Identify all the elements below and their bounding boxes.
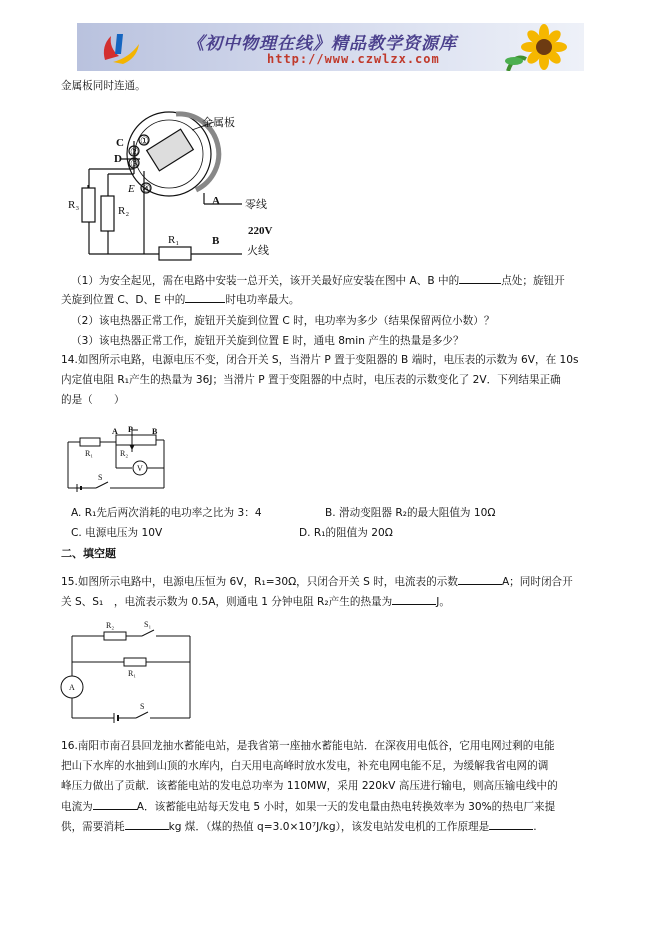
logo-icon bbox=[99, 28, 145, 66]
q13-blank-1[interactable] bbox=[459, 272, 501, 284]
header-banner bbox=[77, 23, 584, 71]
rotary-switch-circuit-diagram bbox=[64, 104, 294, 264]
intro-text: 金属板同时连通。 bbox=[61, 80, 146, 92]
q14-line2: 内定值电阻 R₁产生的热量为 36J；当滑片 P 置于变阻器的中点时，电压表的示数变化了 2V．下列结果正确 bbox=[61, 374, 561, 386]
label-r2: R₂ bbox=[118, 205, 130, 217]
q13-part3: （3）该电热器正常工作，旋钮开关旋到位置 E 时，通电 8min 产生的热量是多少？ bbox=[71, 335, 464, 347]
q14-line1: 14.如图所示电路，电源电压不变，闭合开关 S，当滑片 P 置于变阻器的 B 端时，电压表的示数为 6V，在 10s bbox=[61, 354, 579, 366]
terminal-2: ② bbox=[130, 147, 139, 158]
q14-option-d[interactable]: D. R₁的阻值为 20Ω bbox=[299, 527, 393, 539]
neutral-label: 零线 bbox=[245, 199, 267, 211]
q15-label-a: A bbox=[69, 683, 75, 692]
q14-line3: 的是（ ） bbox=[61, 394, 125, 406]
q13-blank-2[interactable] bbox=[185, 291, 225, 303]
q15-label-r2: R₂ bbox=[106, 621, 115, 630]
q13-part1-line1: （1）为安全起见，需在电路中安装一总开关，该开关最好应安装在图中 A、B 中的 点处；旋钮开 bbox=[71, 272, 565, 289]
label-r1: R₁ bbox=[168, 234, 180, 246]
banner-url: http://www.czwlzx.com bbox=[267, 52, 440, 66]
q14-circuit-diagram bbox=[60, 422, 180, 497]
label-c: C bbox=[116, 137, 124, 149]
sunflower-icon bbox=[500, 23, 580, 71]
q15-label-s1: S₁ bbox=[144, 620, 152, 629]
q15-blank-2[interactable] bbox=[392, 593, 436, 605]
q16-line4: 电流为 A．该蓄能电站每天发电 5 小时，如果一天的发电量由热电转换效率为 30%的热电厂来提 bbox=[61, 798, 555, 815]
q16-blank-2[interactable] bbox=[125, 818, 169, 830]
label-b: B bbox=[212, 235, 220, 247]
q14-label-a: A bbox=[112, 427, 118, 436]
voltage-label: 220V bbox=[248, 225, 273, 237]
q15-line1: 15.如图所示电路中，电源电压恒为 6V，R₁=30Ω，只闭合开关 S 时，电流表的示数 A；同时闭合开 bbox=[61, 573, 573, 590]
terminal-4: ④ bbox=[142, 184, 151, 195]
label-a: A bbox=[212, 195, 220, 207]
q15-label-r1: R₁ bbox=[128, 669, 137, 678]
q14-option-b[interactable]: B. 滑动变阻器 R₂的最大阻值为 10Ω bbox=[325, 507, 496, 519]
q14-label-v: V bbox=[137, 464, 143, 473]
q15-label-s: S bbox=[140, 702, 145, 711]
q16-line5: 供，需要消耗 kg 煤．（煤的热值 q=3.0×10⁷J/kg），该发电站发电机的工作原理是 . bbox=[61, 818, 537, 835]
q14-label-r1: R₁ bbox=[85, 449, 94, 458]
q14-label-r2: R₂ bbox=[120, 449, 129, 458]
section-title: 二、填空题 bbox=[61, 547, 116, 560]
q13-part1-line2: 关旋到位置 C、D、E 中的 时电功率最大。 bbox=[61, 291, 299, 308]
q16-line3: 峰压力做出了贡献．该蓄能电站的发电总功率为 110MW，采用 220kV 高压进行输电，则高压输电线中的 bbox=[61, 780, 558, 792]
label-r3: R₃ bbox=[68, 199, 80, 211]
label-d: D bbox=[114, 153, 122, 165]
banner-title: 《初中物理在线》精品教学资源库 bbox=[187, 34, 457, 54]
terminal-1: ① bbox=[140, 136, 149, 147]
live-label: 火线 bbox=[247, 245, 269, 257]
q16-blank-1[interactable] bbox=[93, 798, 137, 810]
terminal-3: ③ bbox=[130, 159, 139, 170]
q14-label-b: B bbox=[152, 427, 158, 436]
plate-label: 金属板 bbox=[202, 117, 235, 129]
q16-line2: 把山下水库的水抽到山顶的水库内，白天用电高峰时放水发电，补充电网电能不足，为缓解我省电网的调 bbox=[61, 760, 549, 772]
label-e: E bbox=[128, 183, 135, 195]
q16-blank-3[interactable] bbox=[489, 818, 533, 830]
q14-option-a[interactable]: A. R₁先后两次消耗的电功率之比为 3：4 bbox=[71, 507, 262, 519]
q14-label-s: S bbox=[98, 473, 103, 482]
q14-label-p: P bbox=[128, 425, 133, 434]
q13-part2: （2）该电热器正常工作，旋钮开关旋到位置 C 时，电功率为多少（结果保留两位小数）？ bbox=[71, 315, 495, 327]
q15-blank-1[interactable] bbox=[458, 573, 502, 585]
q14-option-c[interactable]: C. 电源电压为 10V bbox=[71, 527, 163, 539]
q16-line1: 16.南阳市南召县回龙抽水蓄能电站，是我省第一座抽水蓄能电站．在深夜用电低谷，它用电网过剩的电能 bbox=[61, 740, 555, 752]
q15-circuit-diagram bbox=[60, 618, 200, 726]
q15-line2: 关 S、S₁ ，电流表示数为 0.5A，则通电 1 分钟电阻 R₂产生的热量为 J。 bbox=[61, 593, 450, 610]
